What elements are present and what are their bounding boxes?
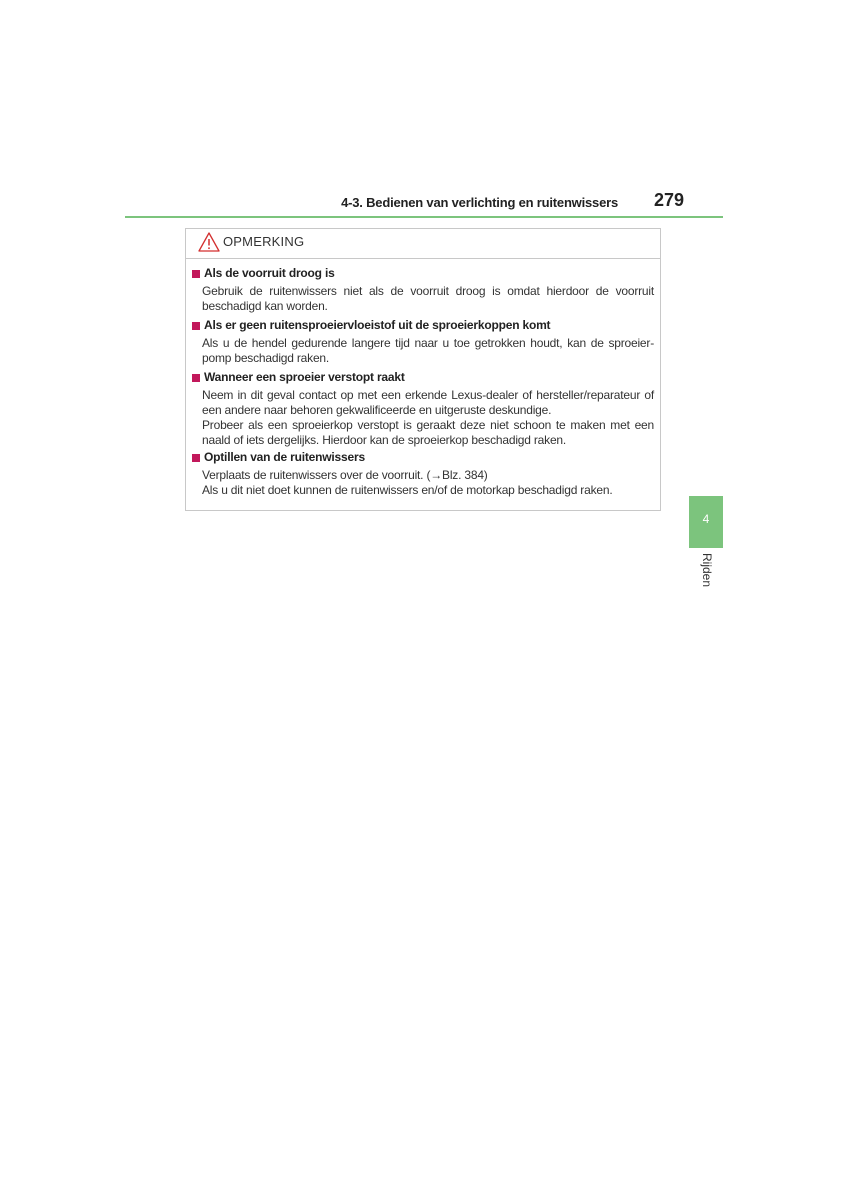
- notice-label: OPMERKING: [223, 234, 305, 249]
- bullet-square-icon: [192, 454, 200, 462]
- section-heading: Optillen van de ruitenwissers: [204, 450, 365, 464]
- paragraph: Gebruik de ruitenwissers niet als de voorruit droog is omdat hierdoor de voorruit beschadigd kan worden.: [202, 284, 654, 313]
- section-heading: Als de voorruit droog is: [204, 266, 335, 280]
- section-heading: Wanneer een sproeier verstopt raakt: [204, 370, 405, 384]
- bullet-square-icon: [192, 322, 200, 330]
- page-number: 279: [653, 190, 684, 210]
- header-divider: [125, 216, 723, 218]
- notice-box: [185, 228, 661, 511]
- paragraph: Als u dit niet doet kunnen de ruitenwissers en/of de motorkap beschadigd raken.: [202, 483, 613, 497]
- paragraph: Probeer als een sproeierkop verstopt is geraakt deze niet schoon te maken met een naald of iets dergelijks. Hierdoor kan de sproeierkop beschadigd raken.: [202, 418, 654, 447]
- paragraph: Als u de hendel gedurende langere tijd naar u toe getrokken houdt, kan de sproeier-pomp beschadigd raken.: [202, 336, 654, 365]
- section-title: 4-3. Bedienen van verlichting en ruitenwissers: [341, 195, 618, 210]
- warning-triangle-icon: [198, 232, 220, 252]
- paragraph: Verplaats de ruitenwissers over de voorruit. (→Blz. 384): [202, 468, 488, 482]
- chapter-number: 4: [702, 512, 710, 526]
- paragraph: Neem in dit geval contact op met een erkende Lexus-dealer of hersteller/reparateur of een andere naar behoren gekwalificeerde en uitgeruste deskundige.: [202, 388, 654, 417]
- chapter-label: Rijden: [700, 553, 714, 588]
- notice-header: [186, 229, 660, 259]
- bullet-square-icon: [192, 374, 200, 382]
- bullet-square-icon: [192, 270, 200, 278]
- section-heading: Als er geen ruitensproeiervloeistof uit de sproeierkoppen komt: [204, 318, 551, 332]
- chapter-tab: [689, 496, 723, 548]
